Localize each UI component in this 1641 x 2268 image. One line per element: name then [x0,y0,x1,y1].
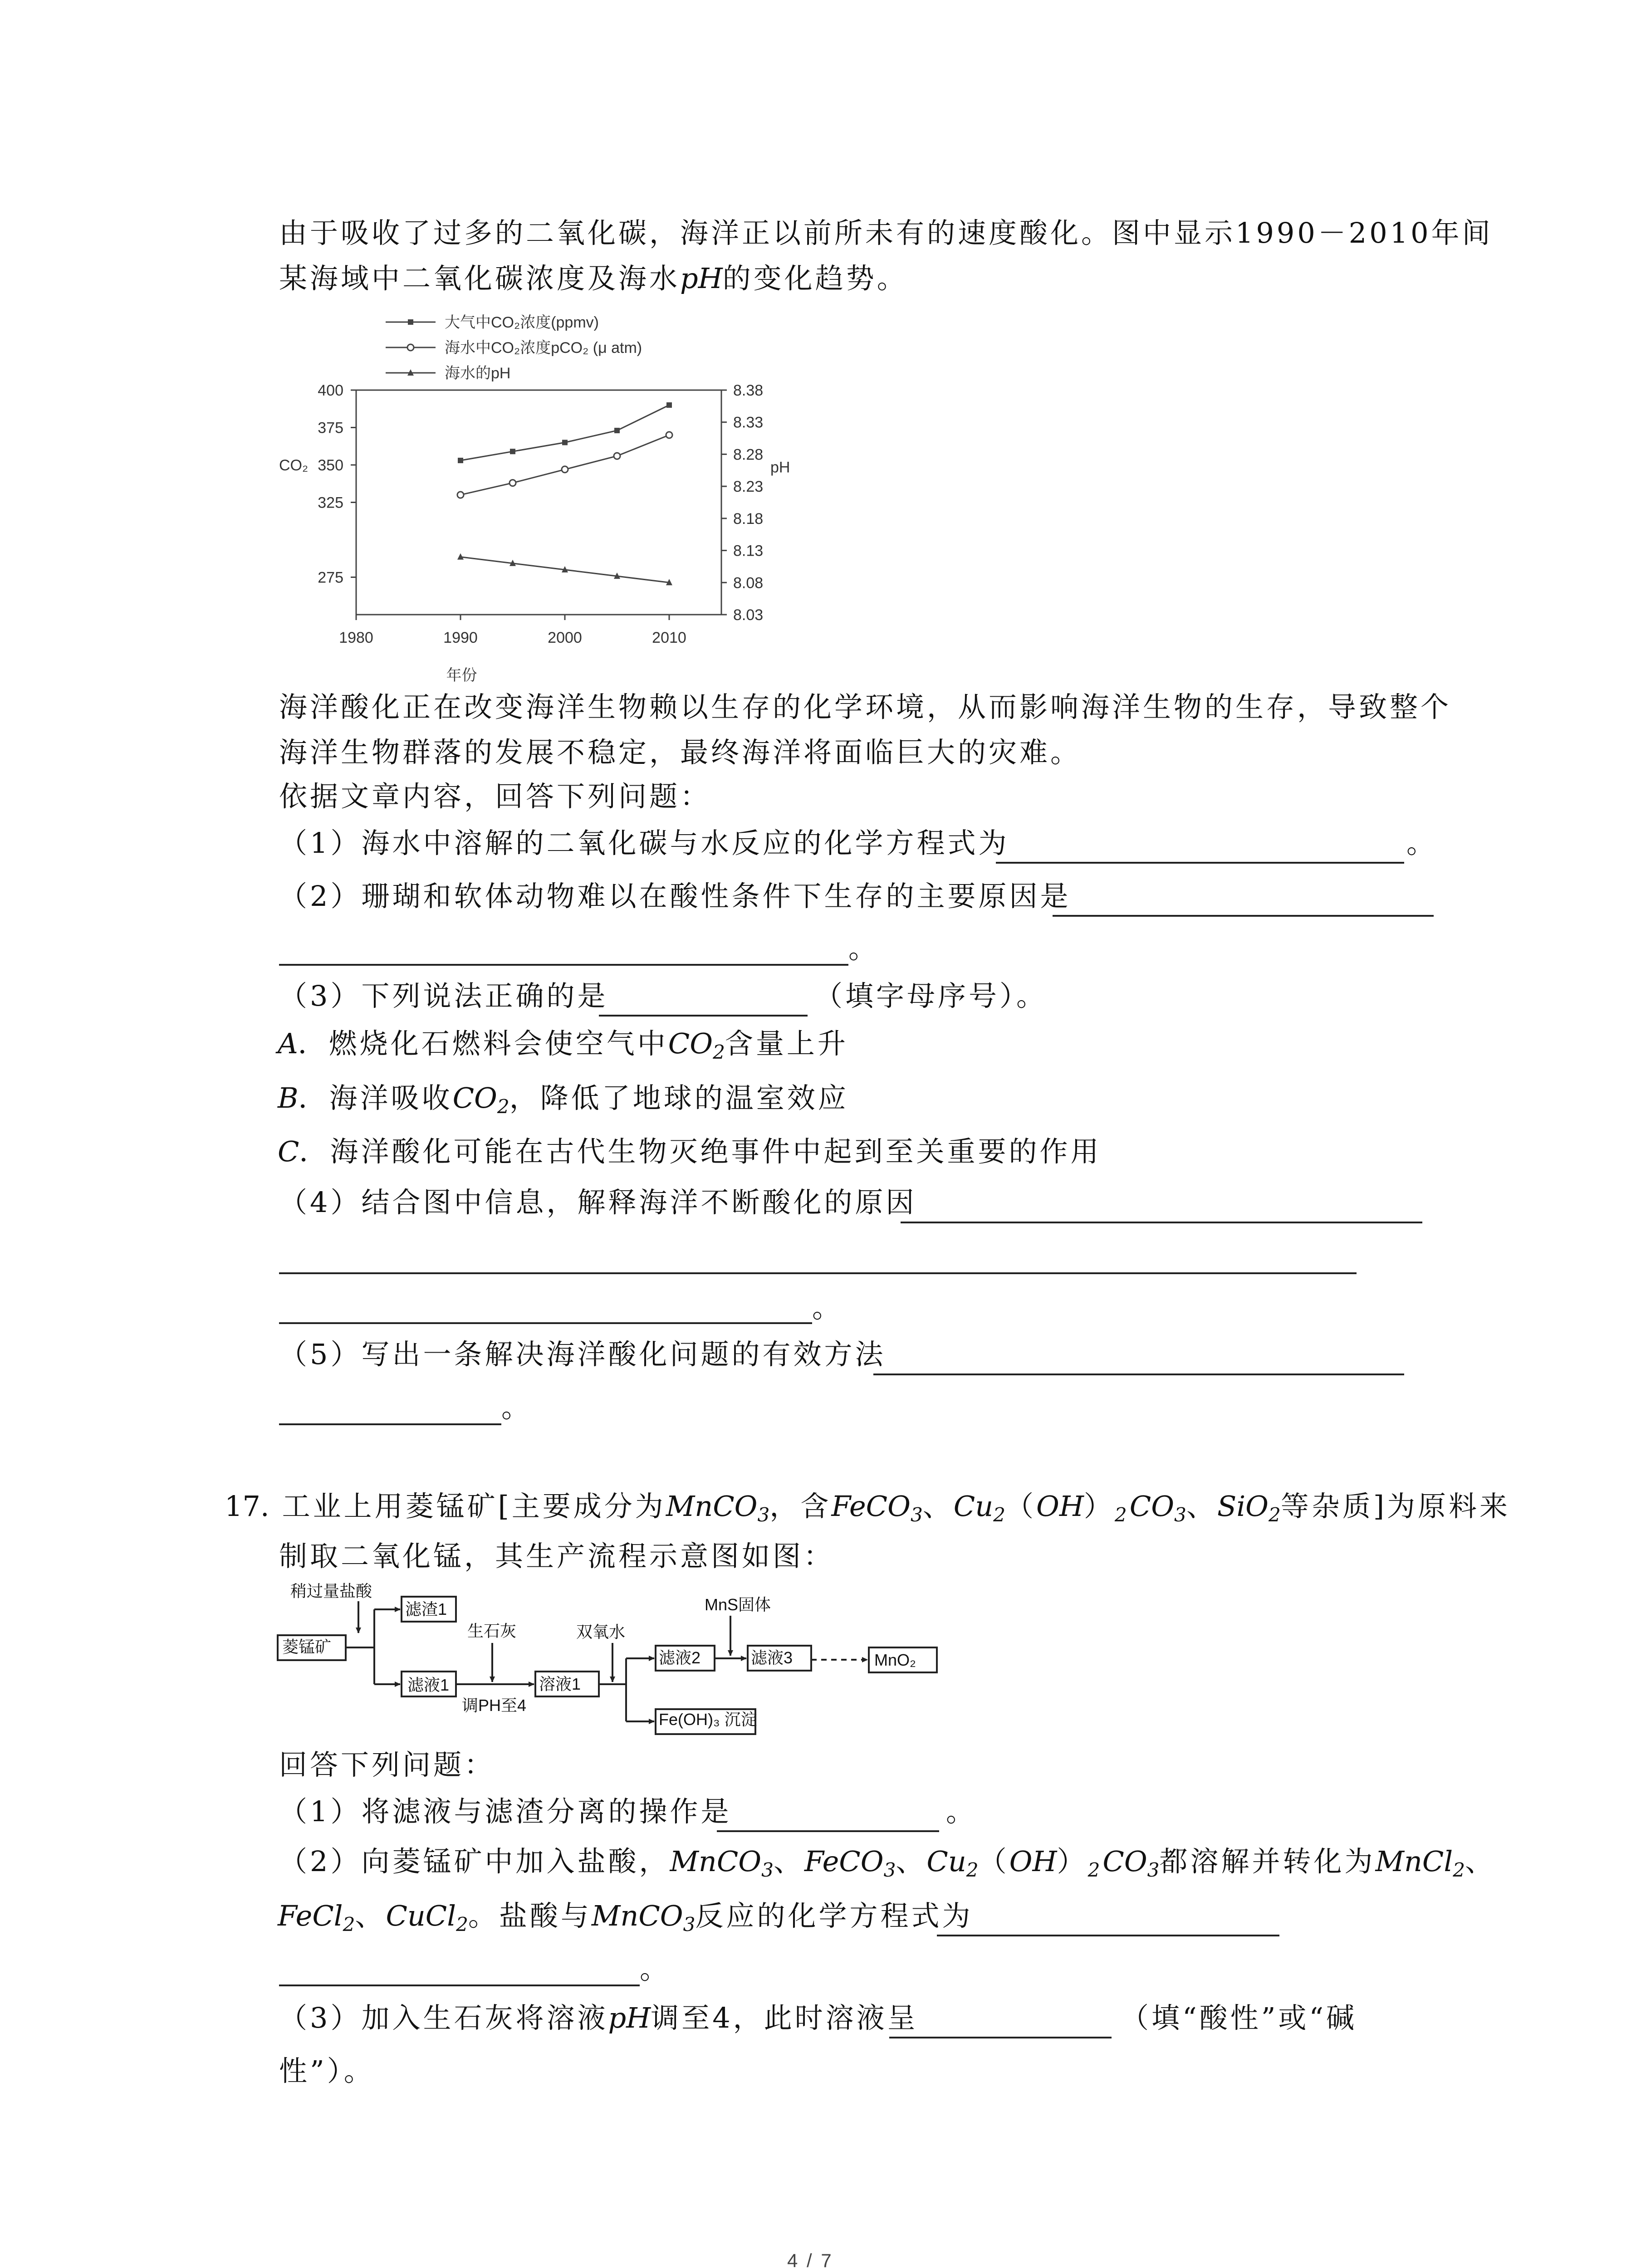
q17-2-line-1: （2）向菱锰矿中加入盐酸，MnCO$_3$、FeCO$_3$、$Cu_2(OH)_2CO_3$都溶解并转化为MnCl$_2$、 [279,1845,1496,1881]
q17-line-1: 17. 工业上用菱锰矿[主要成分为MnCO$_3$，含FeCO$_3$、$Cu_2(OH)_2CO_3$、SiO$_2$等杂质]为原料来 [225,1490,1511,1526]
para2-line-3: 依据文章内容，回答下列问题： [279,780,711,813]
q17-l1-e: ） [1083,1490,1115,1523]
data-point [510,449,515,454]
y2-axis-label: pH [770,459,790,476]
series-line-0 [460,405,669,460]
option-a-letter: A [278,1027,298,1060]
mno2-flow-diagram [277,1579,957,1742]
ph-variable: pH [680,262,723,295]
data-point [457,492,464,498]
flow-acid-label: 稍过量盐酸 [290,1582,372,1600]
q17-2-l2-c: 反应的化学方程式为 [695,1899,973,1932]
option-c-text: ．海洋酸化可能在古代生物灭绝事件中起到至关重要的作用 [299,1135,1102,1168]
y2-tick-label: 8.28 [733,446,764,464]
q17-3-hint: （填“酸性”或“碱 [1121,2001,1357,2034]
q17-1-text: （1）将滤液与滤渣分离的操作是 [279,1795,732,1828]
y2-tick-label: 8.03 [733,606,764,624]
data-point [458,458,463,463]
q16-3-hint: （填字母序号）。 [814,979,1048,1012]
y2-tick-label: 8.18 [733,510,764,528]
q16-option-c [278,1135,1102,1168]
q16-2-answer-blank-a[interactable] [1053,915,1434,917]
q17-3-answer-blank[interactable] [889,2037,1112,2038]
q17-2-answer-blank-a[interactable] [937,1935,1279,1936]
q17-l1-c: 、 [922,1490,954,1523]
q17-l1-d: （ [1005,1490,1036,1523]
q17-2-l2-b: 。盐酸与 [468,1899,592,1932]
flow-residue1-label: 滤渣1 [405,1600,447,1618]
q16-4-text: （4）结合图中信息，解释海洋不断酸化的原因 [279,1186,917,1219]
option-b-post: ，降低了地球的温室效应 [509,1081,849,1114]
legend-label: 大气中CO₂浓度(ppmv) [445,314,599,331]
flow-mns-label: MnS固体 [705,1595,771,1614]
q17-l1-a: 工业上用菱锰矿[主要成分为 [282,1490,666,1523]
y-tick-label: 350 [318,457,343,474]
intro-line-2-post: 的变化趋势。 [722,262,908,295]
y-axis-label: CO₂ [279,457,309,474]
q17-2-e: ） [1057,1845,1088,1878]
x-axis-label: 年份 [446,667,477,684]
flow-filtrate1-label: 滤液1 [407,1676,450,1694]
q17-answer-intro: 回答下列问题： [279,1748,495,1781]
flow-lime-label: 生石灰 [467,1622,517,1640]
q17-3-line-2: 性”）。 [279,2054,375,2087]
q17-l1-f: 、 [1186,1490,1217,1523]
y2-tick-label: 8.23 [733,478,764,496]
page-number: 4 / 7 [787,2250,833,2268]
q17-2-d: （ [978,1845,1009,1878]
y2-tick-label: 8.38 [733,382,764,399]
flow-adjust-label: 调PH至4 [462,1696,527,1715]
flow-filtrate3-label: 滤液3 [751,1648,793,1667]
intro-line-1: 由于吸收了过多的二氧化碳，海洋正以前所未有的速度酸化。图中显示1990－2010年间 [279,216,1493,249]
y-tick-label: 400 [318,382,343,399]
q16-1-label: （1）海水中溶解的二氧化碳与水反应的化学方程式为 [279,826,1009,860]
q17-2-l2-a: 、 [355,1899,386,1932]
data-point [614,428,620,433]
intro-line-2-pre: 某海域中二氧化碳浓度及海水 [279,262,681,295]
flow-feoh3-label: Fe(OH)₃ 沉淀 [659,1710,757,1729]
option-b-pre: ．海洋吸收 [298,1081,453,1114]
y-tick-label: 325 [318,494,343,512]
x-tick-label: 2000 [548,629,582,646]
q16-2-text: （2）珊瑚和软体动物难以在酸性条件下生存的主要原因是 [279,880,1071,913]
q16-2-end: 。 [848,932,880,965]
legend-label: 海水的pH [445,365,511,382]
q17-2-a: （2）向菱锰矿中加入盐酸， [279,1845,670,1878]
legend-marker [407,344,414,351]
data-point [562,466,568,473]
y2-tick-label: 8.08 [733,574,764,592]
option-a-post: 含量上升 [725,1027,848,1060]
q16-4-answer-blank-b[interactable] [279,1272,1357,1274]
plot-frame [356,390,721,615]
q17-1-end: 。 [946,1795,977,1828]
q17-3-line-1: （3）加入生石灰将溶液pH调至4，此时溶液呈 [279,2001,918,2034]
co2-ph-chart [272,304,817,694]
q17-2-answer-blank-b[interactable] [279,1984,640,1986]
x-tick-label: 2010 [652,629,686,646]
q17-3-b: 调至4，此时溶液呈 [651,2001,918,2034]
q16-3-text: （3）下列说法正确的是 [279,979,608,1012]
q16-4-answer-blank-a[interactable] [901,1222,1422,1223]
flow-filtrate2-label: 滤液2 [659,1648,701,1667]
q16-option-b [278,1081,849,1118]
y2-tick-label: 8.13 [733,542,764,560]
q16-5-answer-blank-a[interactable] [873,1374,1404,1375]
para2-line-2: 海洋生物群落的发展不稳定，最终海洋将面临巨大的灾难。 [279,736,1082,769]
data-point [562,440,568,445]
flow-mno2-label: MnO₂ [874,1651,916,1669]
y-tick-label: 375 [318,419,343,437]
option-a-formula: $CO_2$ [668,1027,725,1063]
data-point [614,453,620,459]
y2-tick-label: 8.33 [733,414,764,431]
option-c-letter: C [278,1135,299,1168]
q17-line-2: 制取二氧化锰，其生产流程示意图如图： [279,1540,835,1573]
q16-4-end: 。 [812,1291,843,1324]
q16-5-answer-blank-b[interactable] [279,1423,501,1425]
y-tick-label: 275 [318,569,343,587]
legend-label: 海水中CO₂浓度pCO₂ (μ atm) [445,339,642,357]
q17-2-c: 、 [896,1845,927,1878]
data-point [509,480,516,486]
q16-1-text [279,826,1009,860]
q16-1-answer-blank[interactable] [996,862,1404,864]
q16-1-end: 。 [1406,826,1438,860]
q17-2-f: 都溶解并转化为 [1159,1845,1376,1878]
q17-3-a: （3）加入生石灰将溶液 [279,2001,608,2034]
option-b-formula: $CO_2$ [452,1081,509,1118]
x-tick-label: 1980 [339,629,373,646]
q16-5-end: 。 [501,1391,533,1424]
q16-3-answer-blank[interactable] [599,1015,808,1017]
q16-4-answer-blank-c[interactable] [279,1322,812,1324]
x-tick-label: 1990 [443,629,478,646]
flow-ore-label: 菱锰矿 [282,1637,332,1656]
q17-2-b: 、 [773,1845,804,1878]
legend-marker [408,319,413,325]
data-point [666,432,672,438]
q17-2-line-2: FeCl$_2$、CuCl$_2$。盐酸与MnCO$_3$反应的化学方程式为 [278,1899,973,1936]
q17-number: 17. [225,1490,269,1523]
q17-2-g: 、 [1465,1845,1496,1878]
data-point [666,402,672,408]
intro-line-2 [279,264,908,293]
para2-line-1: 海洋酸化正在改变海洋生物赖以生存的化学环境，从而影响海洋生物的生存，导致整个 [279,690,1452,723]
q17-l1-g: 等杂质]为原料来 [1280,1490,1511,1523]
q17-2-end: 。 [640,1952,671,1985]
q16-2-answer-blank-b[interactable] [279,964,848,966]
option-b-letter: B [278,1081,299,1114]
data-point [457,553,464,560]
option-a-pre: ．燃烧化石燃料会使空气中 [298,1027,668,1060]
q17-1-answer-blank[interactable] [717,1830,939,1832]
q17-l1-b: ，含 [769,1490,832,1523]
flow-solution1-label: 溶液1 [539,1675,581,1693]
q16-5-text: （5）写出一条解决海洋酸化问题的有效方法 [279,1338,886,1371]
flow-h2o2-label: 双氧水 [576,1623,626,1641]
q16-option-a [278,1027,848,1063]
